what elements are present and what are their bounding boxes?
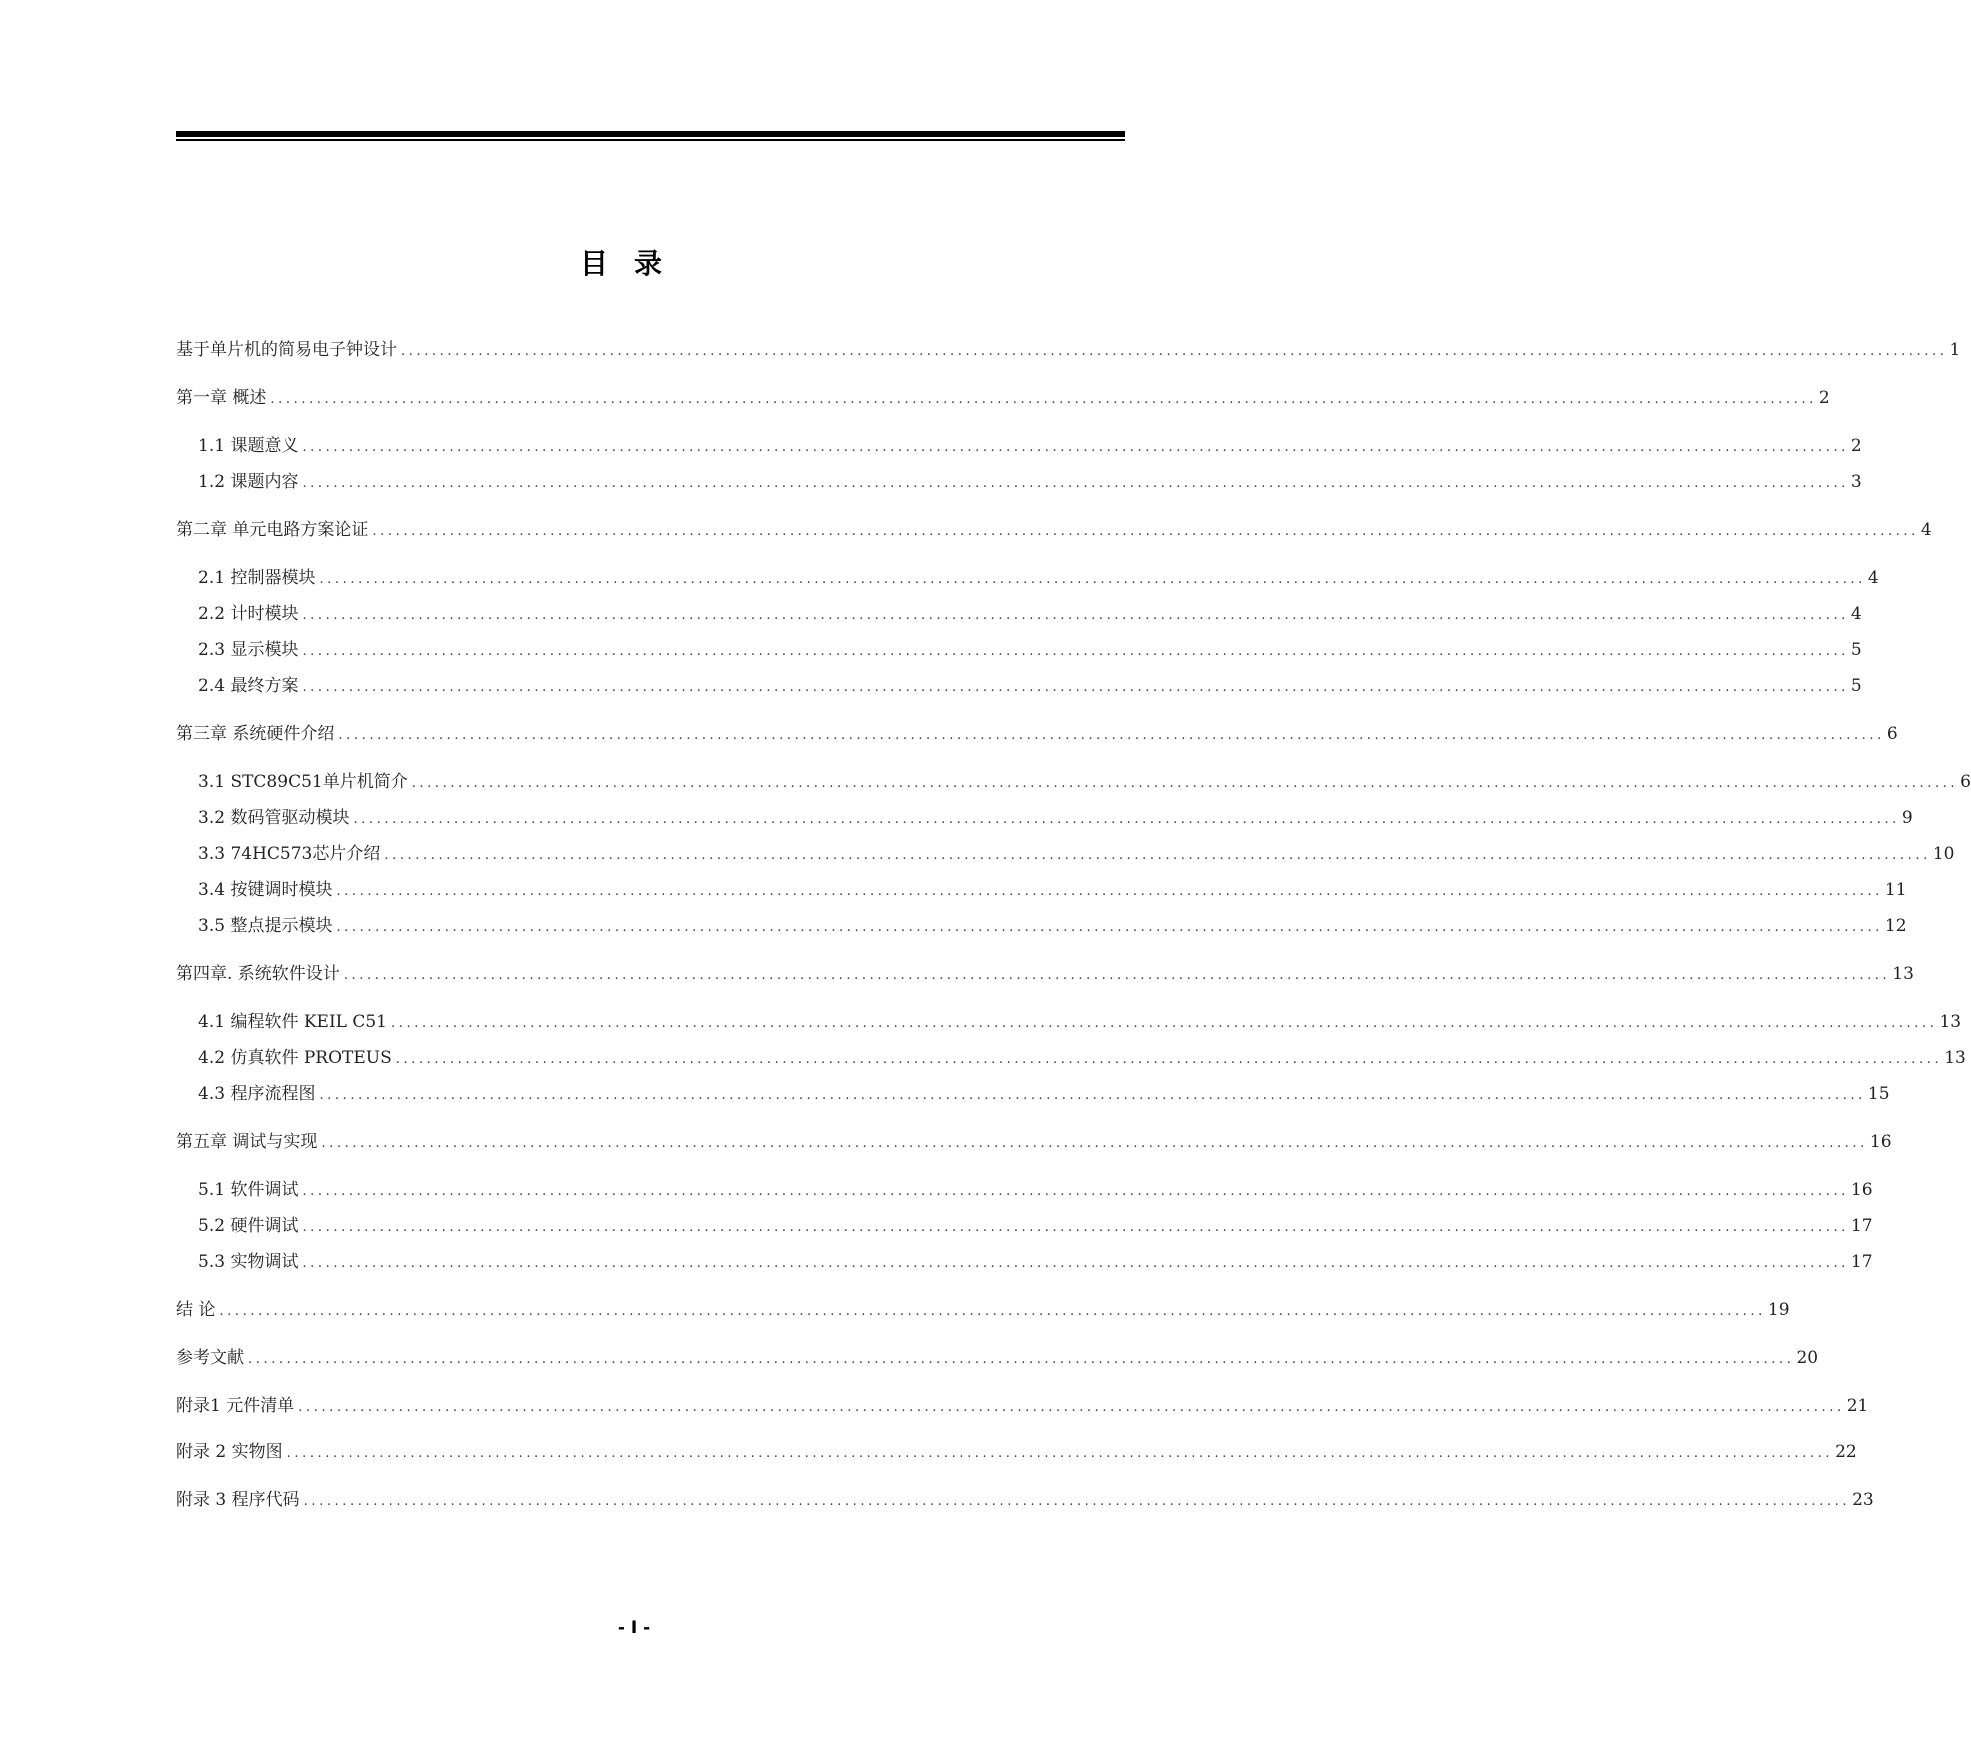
toc-entry-page: 5: [1850, 676, 1862, 696]
toc-dot-leader: ........................................................................................................................................................................................................: [411, 776, 1959, 791]
toc-entry-page: 2: [1850, 436, 1862, 456]
toc-subsection-entry[interactable]: [198, 602, 1862, 626]
toc-dot-leader: ........................................................................................................................................................................................................: [395, 1052, 1943, 1067]
toc-subsection-entry[interactable]: [198, 842, 1955, 866]
toc-subsection-entry[interactable]: [198, 434, 1862, 458]
toc-entry-page: 12: [1884, 916, 1907, 936]
toc-entry-label: 附录 2 实物图: [176, 1442, 283, 1462]
toc-dot-leader: ........................................................................................................................................................................................................: [286, 1446, 1834, 1461]
toc-entry-page: 9: [1901, 808, 1913, 828]
toc-entry-label: 3.2 数码管驱动模块: [198, 808, 350, 828]
toc-entry-page: 16: [1869, 1132, 1892, 1152]
toc-dot-leader: ........................................................................................................................................................................................................: [336, 920, 1883, 935]
page-title: 目录: [579, 247, 688, 280]
toc-dot-leader: ........................................................................................................................................................................................................: [302, 476, 1849, 491]
toc-chapter-entry[interactable]: [176, 1346, 1819, 1370]
toc-chapter-entry[interactable]: [176, 1130, 1892, 1154]
toc-subsection-entry[interactable]: [198, 1250, 1873, 1274]
toc-dot-leader: ........................................................................................................................................................................................................: [321, 1136, 1868, 1151]
toc-dot-leader: ........................................................................................................................................................................................................: [248, 1352, 1795, 1367]
toc-entry-label: 5.1 软件调试: [198, 1180, 299, 1200]
toc-entry-label: 2.1 控制器模块: [198, 568, 316, 588]
toc-entry-page: 20: [1796, 1348, 1819, 1368]
header-rule-thick: [176, 131, 1125, 137]
toc-entry-label: 3.1 STC89C51单片机简介: [198, 772, 408, 792]
toc-dot-leader: ........................................................................................................................................................................................................: [270, 392, 1817, 407]
toc-subsection-entry[interactable]: [198, 914, 1907, 938]
toc-dot-leader: ........................................................................................................................................................................................................: [336, 884, 1883, 899]
toc-subsection-entry[interactable]: [198, 566, 1879, 590]
toc-entry-page: 6: [1960, 772, 1971, 792]
toc-entry-label: 4.2 仿真软件 PROTEUS: [198, 1048, 392, 1068]
toc-chapter-entry[interactable]: [176, 722, 1898, 746]
toc-dot-leader: ........................................................................................................................................................................................................: [343, 968, 1891, 983]
toc-entry-label: 基于单片机的简易电子钟设计: [176, 340, 397, 360]
toc-dot-leader: ........................................................................................................................................................................................................: [384, 848, 1931, 863]
toc-entry-page: 2: [1818, 388, 1830, 408]
toc-entry-page: 13: [1944, 1048, 1966, 1068]
toc-dot-leader: ........................................................................................................................................................................................................: [303, 1494, 1851, 1509]
toc-subsection-entry[interactable]: [198, 1082, 1890, 1106]
toc-entry-label: 2.2 计时模块: [198, 604, 299, 624]
toc-entry-label: 3.3 74HC573芯片介绍: [198, 844, 381, 864]
toc-dot-leader: ........................................................................................................................................................................................................: [302, 680, 1849, 695]
toc-entry-page: 1: [1949, 340, 1961, 360]
toc-entry-page: 13: [1892, 964, 1914, 984]
toc-entry-page: 4: [1920, 520, 1932, 540]
toc-chapter-entry[interactable]: [176, 1440, 1857, 1464]
toc-subsection-entry[interactable]: [198, 770, 1971, 794]
toc-dot-leader: ........................................................................................................................................................................................................: [302, 440, 1849, 455]
toc-entry-page: 4: [1867, 568, 1879, 588]
toc-entry-page: 23: [1852, 1490, 1874, 1510]
toc-entry-page: 15: [1867, 1084, 1890, 1104]
toc-entry-page: 3: [1850, 472, 1862, 492]
toc-entry-label: 2.3 显示模块: [198, 640, 299, 660]
toc-entry-page: 16: [1850, 1180, 1873, 1200]
toc-entry-label: 5.2 硬件调试: [198, 1216, 299, 1236]
toc-dot-leader: ........................................................................................................................................................................................................: [302, 608, 1849, 623]
toc-dot-leader: ........................................................................................................................................................................................................: [353, 812, 1900, 827]
toc-dot-leader: ........................................................................................................................................................................................................: [302, 1220, 1849, 1235]
toc-subsection-entry[interactable]: [198, 638, 1862, 662]
toc-entry-label: 附录1 元件清单: [176, 1396, 295, 1416]
toc-entry-page: 17: [1850, 1216, 1873, 1236]
toc-entry-page: 19: [1767, 1300, 1790, 1320]
toc-subsection-entry[interactable]: [198, 1046, 1966, 1070]
toc-entry-label: 第五章 调试与实现: [176, 1132, 318, 1152]
toc-entry-page: 10: [1932, 844, 1955, 864]
toc-dot-leader: ........................................................................................................................................................................................................: [219, 1304, 1766, 1319]
toc-subsection-entry[interactable]: [198, 1178, 1873, 1202]
toc-subsection-entry[interactable]: [198, 806, 1913, 830]
toc-subsection-entry[interactable]: [198, 470, 1862, 494]
toc-subsection-entry[interactable]: [198, 878, 1907, 902]
toc-entry-label: 第四章. 系统软件设计: [176, 964, 340, 984]
toc-dot-leader: ........................................................................................................................................................................................................: [319, 572, 1866, 587]
toc-entry-label: 1.2 课题内容: [198, 472, 299, 492]
toc-entry-label: 附录 3 程序代码: [176, 1490, 300, 1510]
toc-entry-label: 参考文献: [176, 1348, 244, 1368]
toc-dot-leader: ........................................................................................................................................................................................................: [391, 1016, 1938, 1031]
toc-entry-page: 11: [1884, 880, 1907, 900]
toc-dot-leader: ........................................................................................................................................................................................................: [302, 1184, 1849, 1199]
toc-dot-leader: ........................................................................................................................................................................................................: [302, 1256, 1849, 1271]
toc-chapter-entry[interactable]: [176, 1394, 1869, 1418]
toc-entry-page: 13: [1939, 1012, 1962, 1032]
toc-dot-leader: ........................................................................................................................................................................................................: [401, 344, 1948, 359]
toc-chapter-entry[interactable]: [176, 518, 1932, 542]
toc-chapter-entry[interactable]: [176, 338, 1961, 362]
toc-chapter-entry[interactable]: [176, 962, 1914, 986]
toc-dot-leader: ........................................................................................................................................................................................................: [372, 524, 1919, 539]
page-number: - I -: [617, 1618, 651, 1638]
toc-entry-label: 3.5 整点提示模块: [198, 916, 333, 936]
toc-dot-leader: ........................................................................................................................................................................................................: [298, 1400, 1845, 1415]
toc-chapter-entry[interactable]: [176, 386, 1830, 410]
toc-subsection-entry[interactable]: [198, 674, 1862, 698]
toc-entry-label: 3.4 按键调时模块: [198, 880, 333, 900]
toc-entry-label: 第二章 单元电路方案论证: [176, 520, 369, 540]
toc-entry-label: 第三章 系统硬件介绍: [176, 724, 335, 744]
toc-entry-label: 4.3 程序流程图: [198, 1084, 316, 1104]
toc-entry-page: 4: [1850, 604, 1862, 624]
toc-entry-page: 6: [1886, 724, 1898, 744]
toc-subsection-entry[interactable]: [198, 1214, 1873, 1238]
toc-entry-page: 17: [1850, 1252, 1873, 1272]
toc-chapter-entry[interactable]: [176, 1488, 1874, 1512]
toc-entry-label: 第一章 概述: [176, 388, 267, 408]
toc-entry-page: 21: [1846, 1396, 1869, 1416]
toc-entry-page: 5: [1850, 640, 1862, 660]
toc-subsection-entry[interactable]: [198, 1010, 1962, 1034]
toc-dot-leader: ........................................................................................................................................................................................................: [319, 1088, 1866, 1103]
toc-entry-page: 22: [1835, 1442, 1857, 1462]
toc-entry-label: 1.1 课题意义: [198, 436, 299, 456]
toc-dot-leader: ........................................................................................................................................................................................................: [338, 728, 1885, 743]
toc-entry-label: 结 论: [176, 1300, 216, 1320]
toc-entry-label: 4.1 编程软件 KEIL C51: [198, 1012, 388, 1032]
toc-entry-label: 5.3 实物调试: [198, 1252, 299, 1272]
toc-chapter-entry[interactable]: [176, 1298, 1790, 1322]
header-rule-thin: [176, 139, 1125, 141]
toc-entry-label: 2.4 最终方案: [198, 676, 299, 696]
toc-dot-leader: ........................................................................................................................................................................................................: [302, 644, 1849, 659]
